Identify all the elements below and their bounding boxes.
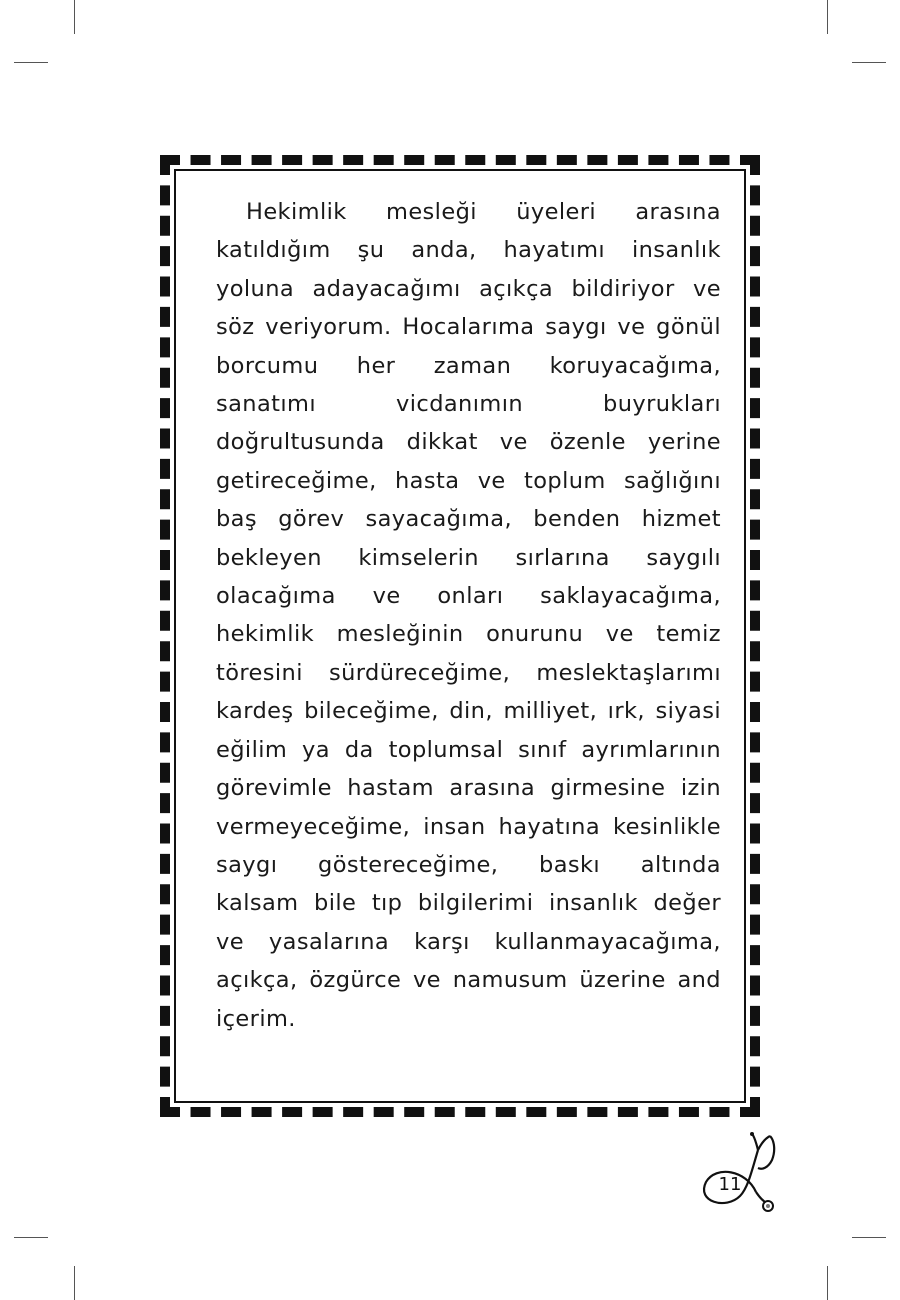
crop-mark: [827, 0, 828, 34]
crop-mark: [74, 1266, 75, 1300]
crop-mark: [14, 62, 48, 63]
crop-mark: [852, 62, 886, 63]
page-number-badge: [696, 1130, 786, 1220]
crop-mark: [14, 1237, 48, 1238]
crop-mark: [827, 1266, 828, 1300]
crop-mark: [852, 1237, 886, 1238]
crop-mark: [74, 0, 75, 34]
page-number: 11: [718, 1174, 742, 1195]
oath-text: Hekimlik mesleği üyeleri arasına katıldığım şu anda, hayatımı insanlık yoluna adayacağımı açıkça bildiriyor ve söz veriyorum. Hocalarıma saygı ve gönül borcumu her zaman koruyacağıma, sanatımı vicdanımın buyrukları doğrultusunda dikkat ve özenle yerine getireceğime, hasta ve toplum sağlığını baş görev sayacağıma, benden hizmet bekleyen kimselerin sırlarına saygılı olacağıma ve onları saklayacağıma, hekimlik mesleğinin onurunu ve temiz töresini sürdüreceğime, meslektaşlarımı kardeş bileceğime, din, milliyet, ırk, siyasi eğilim ya da toplumsal sınıf ayrımlarının görevimle hastam arasına girmesine izin vermeyeceğime, insan hayatına kesinlikle saygı göstereceğime, baskı altında kalsam bile tıp bilgilerimi insanlık değer ve yasalarına karşı kullanmayacağıma, açıkça, özgürce ve namusum üzerine and içerim.: [216, 199, 721, 1032]
oath-frame: [160, 155, 760, 1117]
